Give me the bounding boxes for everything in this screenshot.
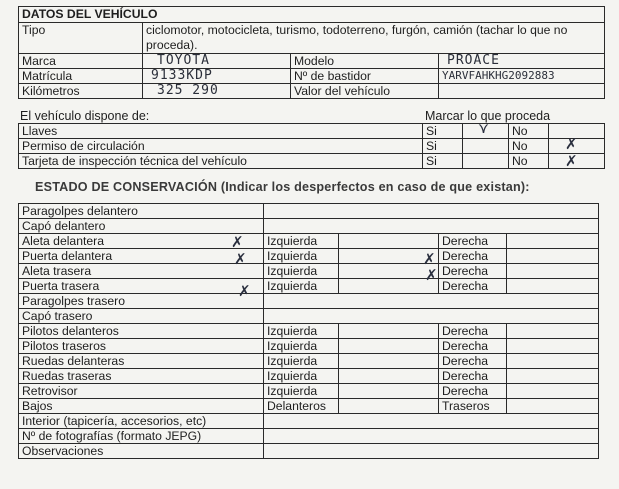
izquierda-label: Izquierda bbox=[264, 339, 339, 354]
no-label: No bbox=[509, 139, 549, 154]
part-aleta-trasera: Aleta trasera bbox=[19, 264, 264, 279]
part-bajos: Bajos bbox=[19, 399, 264, 414]
dispone-item-permiso: Permiso de circulación bbox=[19, 139, 423, 154]
derecha-value[interactable] bbox=[507, 384, 599, 399]
traseros-label: Traseros bbox=[439, 399, 507, 414]
part-interior: Interior (tapicería, accesorios, etc) bbox=[19, 414, 264, 429]
izquierda-label: Izquierda bbox=[264, 384, 339, 399]
cross-mark-icon: ✗ bbox=[425, 266, 438, 284]
part-puerta-delantera: Puerta delantera bbox=[19, 249, 264, 264]
part-observaciones: Observaciones bbox=[19, 444, 264, 459]
izquierda-value[interactable] bbox=[339, 384, 439, 399]
part-value[interactable] bbox=[264, 204, 599, 219]
checkmark-icon: ⋎ bbox=[478, 119, 489, 137]
tipo-value: ciclomotor, motocicleta, turismo, todoterreno, furgón, camión (tachar lo que no proceda). bbox=[143, 23, 605, 54]
conservacion-table bbox=[18, 203, 599, 459]
part-aleta-delantera: Aleta delantera bbox=[19, 234, 264, 249]
si-checkbox-permiso[interactable] bbox=[463, 139, 509, 154]
part-retrovisor: Retrovisor bbox=[19, 384, 264, 399]
part-capo-trasero: Capó trasero bbox=[19, 309, 264, 324]
part-ruedas-traseras: Ruedas traseras bbox=[19, 369, 264, 384]
valor-label: Valor del vehículo bbox=[291, 84, 439, 99]
derecha-value[interactable] bbox=[507, 324, 599, 339]
part-value[interactable] bbox=[264, 414, 599, 429]
izquierda-label: Izquierda bbox=[264, 324, 339, 339]
dispone-title: El vehículo dispone de: bbox=[20, 109, 150, 123]
part-value[interactable] bbox=[264, 219, 599, 234]
modelo-label: Modelo bbox=[291, 54, 439, 69]
derecha-value[interactable] bbox=[507, 279, 599, 294]
derecha-label: Derecha bbox=[439, 369, 507, 384]
delanteros-value[interactable] bbox=[339, 399, 439, 414]
bastidor-value[interactable]: YARVFAHKHG2092883 bbox=[439, 69, 605, 84]
vehicle-section-title: DATOS DEL VEHÍCULO bbox=[19, 7, 605, 23]
conservacion-title: ESTADO DE CONSERVACIÓN (Indicar los desperfectos en caso de que existan): bbox=[35, 180, 530, 194]
izquierda-value[interactable] bbox=[339, 234, 439, 249]
derecha-value[interactable] bbox=[507, 339, 599, 354]
part-ruedas-delanteras: Ruedas delanteras bbox=[19, 354, 264, 369]
izquierda-label: Izquierda bbox=[264, 369, 339, 384]
si-checkbox-tarjeta[interactable] bbox=[463, 154, 509, 169]
izquierda-label: Izquierda bbox=[264, 279, 339, 294]
part-value[interactable] bbox=[264, 309, 599, 324]
part-paragolpes-delantero: Paragolpes delantero bbox=[19, 204, 264, 219]
dispone-item-tarjeta: Tarjeta de inspección técnica del vehículo bbox=[19, 154, 423, 169]
derecha-value[interactable] bbox=[507, 234, 599, 249]
dispone-item-llaves: Llaves bbox=[19, 124, 423, 139]
part-value[interactable] bbox=[264, 444, 599, 459]
derecha-label: Derecha bbox=[439, 279, 507, 294]
km-label: Kilómetros bbox=[19, 84, 143, 99]
valor-value[interactable] bbox=[439, 84, 605, 99]
modelo-value[interactable]: PROACE bbox=[439, 54, 605, 69]
bastidor-label: Nº de bastidor bbox=[291, 69, 439, 84]
derecha-label: Derecha bbox=[439, 234, 507, 249]
derecha-value[interactable] bbox=[507, 369, 599, 384]
cross-mark-icon: ✗ bbox=[565, 152, 578, 170]
no-label: No bbox=[509, 124, 549, 139]
part-value[interactable] bbox=[264, 294, 599, 309]
part-value[interactable] bbox=[264, 429, 599, 444]
derecha-label: Derecha bbox=[439, 264, 507, 279]
izquierda-label: Izquierda bbox=[264, 354, 339, 369]
km-value[interactable]: 325 290 bbox=[143, 84, 291, 99]
part-puerta-trasera: Puerta trasera bbox=[19, 279, 264, 294]
si-label: Si bbox=[423, 124, 463, 139]
derecha-label: Derecha bbox=[439, 339, 507, 354]
cross-mark-icon: ✗ bbox=[231, 233, 244, 251]
derecha-label: Derecha bbox=[439, 384, 507, 399]
izquierda-label: Izquierda bbox=[264, 234, 339, 249]
delanteros-label: Delanteros bbox=[264, 399, 339, 414]
izquierda-value[interactable] bbox=[339, 324, 439, 339]
izquierda-label: Izquierda bbox=[264, 264, 339, 279]
izquierda-value[interactable] bbox=[339, 279, 439, 294]
cross-mark-icon: ✗ bbox=[234, 250, 247, 268]
marcar-label: Marcar lo que proceda bbox=[425, 109, 551, 123]
derecha-label: Derecha bbox=[439, 249, 507, 264]
marca-label: Marca bbox=[19, 54, 143, 69]
cross-mark-icon: ✗ bbox=[238, 282, 251, 300]
cross-mark-icon: ✗ bbox=[423, 250, 436, 268]
part-fotografias: Nº de fotografías (formato JEPG) bbox=[19, 429, 264, 444]
si-label: Si bbox=[423, 154, 463, 169]
dispone-table bbox=[18, 119, 605, 169]
derecha-value[interactable] bbox=[507, 354, 599, 369]
derecha-label: Derecha bbox=[439, 354, 507, 369]
derecha-value[interactable] bbox=[507, 264, 599, 279]
part-paragolpes-trasero: Paragolpes trasero bbox=[19, 294, 264, 309]
vehicle-data-table bbox=[18, 6, 605, 99]
marca-value[interactable]: TOYOTA bbox=[143, 54, 291, 69]
cross-mark-icon: ✗ bbox=[565, 135, 578, 153]
part-pilotos-traseros: Pilotos traseros bbox=[19, 339, 264, 354]
part-capo-delantero: Capó delantero bbox=[19, 219, 264, 234]
si-label: Si bbox=[423, 139, 463, 154]
derecha-value[interactable] bbox=[507, 249, 599, 264]
matricula-value[interactable]: 9133KDP bbox=[143, 69, 291, 84]
tipo-label: Tipo bbox=[19, 23, 143, 54]
no-label: No bbox=[509, 154, 549, 169]
derecha-label: Derecha bbox=[439, 324, 507, 339]
matricula-label: Matrícula bbox=[19, 69, 143, 84]
izquierda-value[interactable] bbox=[339, 354, 439, 369]
traseros-value[interactable] bbox=[507, 399, 599, 414]
part-pilotos-delanteros: Pilotos delanteros bbox=[19, 324, 264, 339]
izquierda-value[interactable] bbox=[339, 369, 439, 384]
izquierda-label: Izquierda bbox=[264, 249, 339, 264]
izquierda-value[interactable] bbox=[339, 339, 439, 354]
